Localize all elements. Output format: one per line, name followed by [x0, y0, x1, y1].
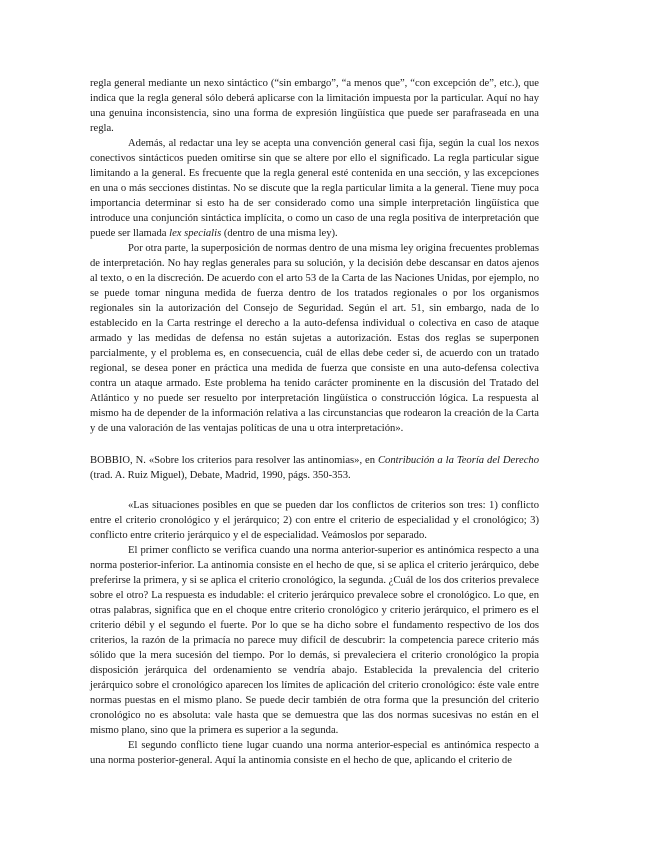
paragraph-continuation: regla general mediante un nexo sintáctico (“sin embargo”, “a menos que”, “con excepción de”, etc.), que indica que la regla general sólo deberá aplicarse con la limitación impuesta por la particular. Aquí no hay una genuina inconsistencia, sino una forma de expresión lingüística que puede ser parafraseada en una regla. [90, 78, 539, 134]
paragraph-superposition: Por otra parte, la superposición de normas dentro de una misma ley origina frecuentes problemas de interpretación. No hay reglas generales para su solución, y la decisión debe descansar en datos ajenos al texto, o en la discreción. De acuerdo con el arto 53 de la Carta de las Naciones Unidas, por ejemplo, no se puede tomar ninguna medida de fuerza dentro de los tratados regionales o por los organismos regionales sin la autorización del Consejo de Seguridad. Según el art. 51, sin embargo, nada de lo establecido en la Carta restringe el derecho a la auto-defensa individual o colectiva en caso de ataque armado y las medidas de defensa no están sujetas a autorización. Estas dos reglas se superponen parcialmente, y el problema es, en consecuencia, cuál de ellas debe ceder si, de acuerdo con un tratado regional, se desea poner en práctica una medida de fuerza que consiste en una auto-defensa colectiva contra un ataque armado. Este problema ha tenido carácter prominente en la discusión del Tratado del Atlántico y no puede ser resuelto por interpretación lingüística o construcción lógica. La respuesta al mismo ha de depender de la información relativa a las circunstancias que rodearon la creación de la Carta y de una valoración de las ventajas políticas de una u otra interpretación». [90, 243, 539, 434]
paragraph-text: Además, al redactar una ley se acepta una convención general casi fija, según la cual los nexos conectivos sintácticos pueden omitirse sin que se altere por ello el significado. La regla particular sigue limitando a la general. Es frecuente que la regla general esté contenida en una sección, y las excepciones en una o más secciones distintas. No se discute que la regla particular limita a la general. Tiene muy poca importancia determinar si esto ha de ser considerado como una simple interpretación lingüística que introduce una conjunción sintáctica implícita, o como un caso de una regla positiva de interpretación que puede ser llamada [90, 138, 539, 239]
spacer [90, 483, 539, 498]
reference-details: (trad. A. Ruiz Miguel), Debate, Madrid, 1990, págs. 350-353. [90, 470, 351, 481]
latin-term: lex specialis [169, 228, 222, 239]
bibliographic-reference [90, 453, 539, 483]
quote-paragraph-second-conflict: El segundo conflicto tiene lugar cuando una norma anterior-especial es antinómica respecto a una norma posterior-general. Aquí la antinomia consiste en el hecho de que, aplicando el criterio de [90, 740, 539, 766]
spacer [90, 436, 539, 451]
quote-paragraph-first-conflict: El primer conflicto se verifica cuando una norma anterior-superior es antinómica respecto a una norma posterior-inferior. La antinomia consiste en el hecho de que, si se aplica el criterio jerárquico, debe preferirse la primera, y si se aplica el criterio cronológico, la segunda. ¿Cuál de los dos criterios prevalece sobre el otro? La respuesta es indudable: el criterio jerárquico prevalece sobre el cronológico. Lo que, en otras palabras, significa que en el choque entre criterio cronológico y criterio jerárquico, el primero es el criterio débil y el segundo el fuerte. Por lo que se ha dicho sobre el fundamento respectivo de los dos criterios, la razón de la primacía no parece muy difícil de descubrir: la competencia parece criterio más sólido que la mera sucesión del tiempo. Por lo demás, si prevaleciera el criterio cronológico la propia disposición jerárquica del ordenamiento se vendría abajo. Establecida la prevalencia del criterio jerárquico sobre el cronológico aparecen los límites de aplicación del criterio cronológico: éste vale entre normas puestas en el mismo plano. Se puede decir también de otra forma que la presunción del criterio cronológico no es absoluta: vale hasta que se demuestra que las dos normas sucesivas no están en el mismo plano, sino que la primera es superior a la segunda. [90, 545, 539, 736]
reference-author-title: BOBBIO, N. «Sobre los criterios para resolver las antinomias», en [90, 455, 378, 466]
reference-book-title: Contribución a la Teoría del Derecho [377, 455, 539, 466]
paragraph-lex-specialis [90, 136, 539, 241]
paragraph-text-end: (dentro de una misma ley). [221, 228, 338, 239]
quote-paragraph-intro: «Las situaciones posibles en que se pueden dar los conflictos de criterios son tres: 1) conflicto entre el criterio cronológico y el jerárquico; 2) con entre el criterio de especialidad y el cronológico; 3) conflicto entre criterio jerárquico y el de especialidad. Veámoslos por separado. [90, 500, 539, 541]
